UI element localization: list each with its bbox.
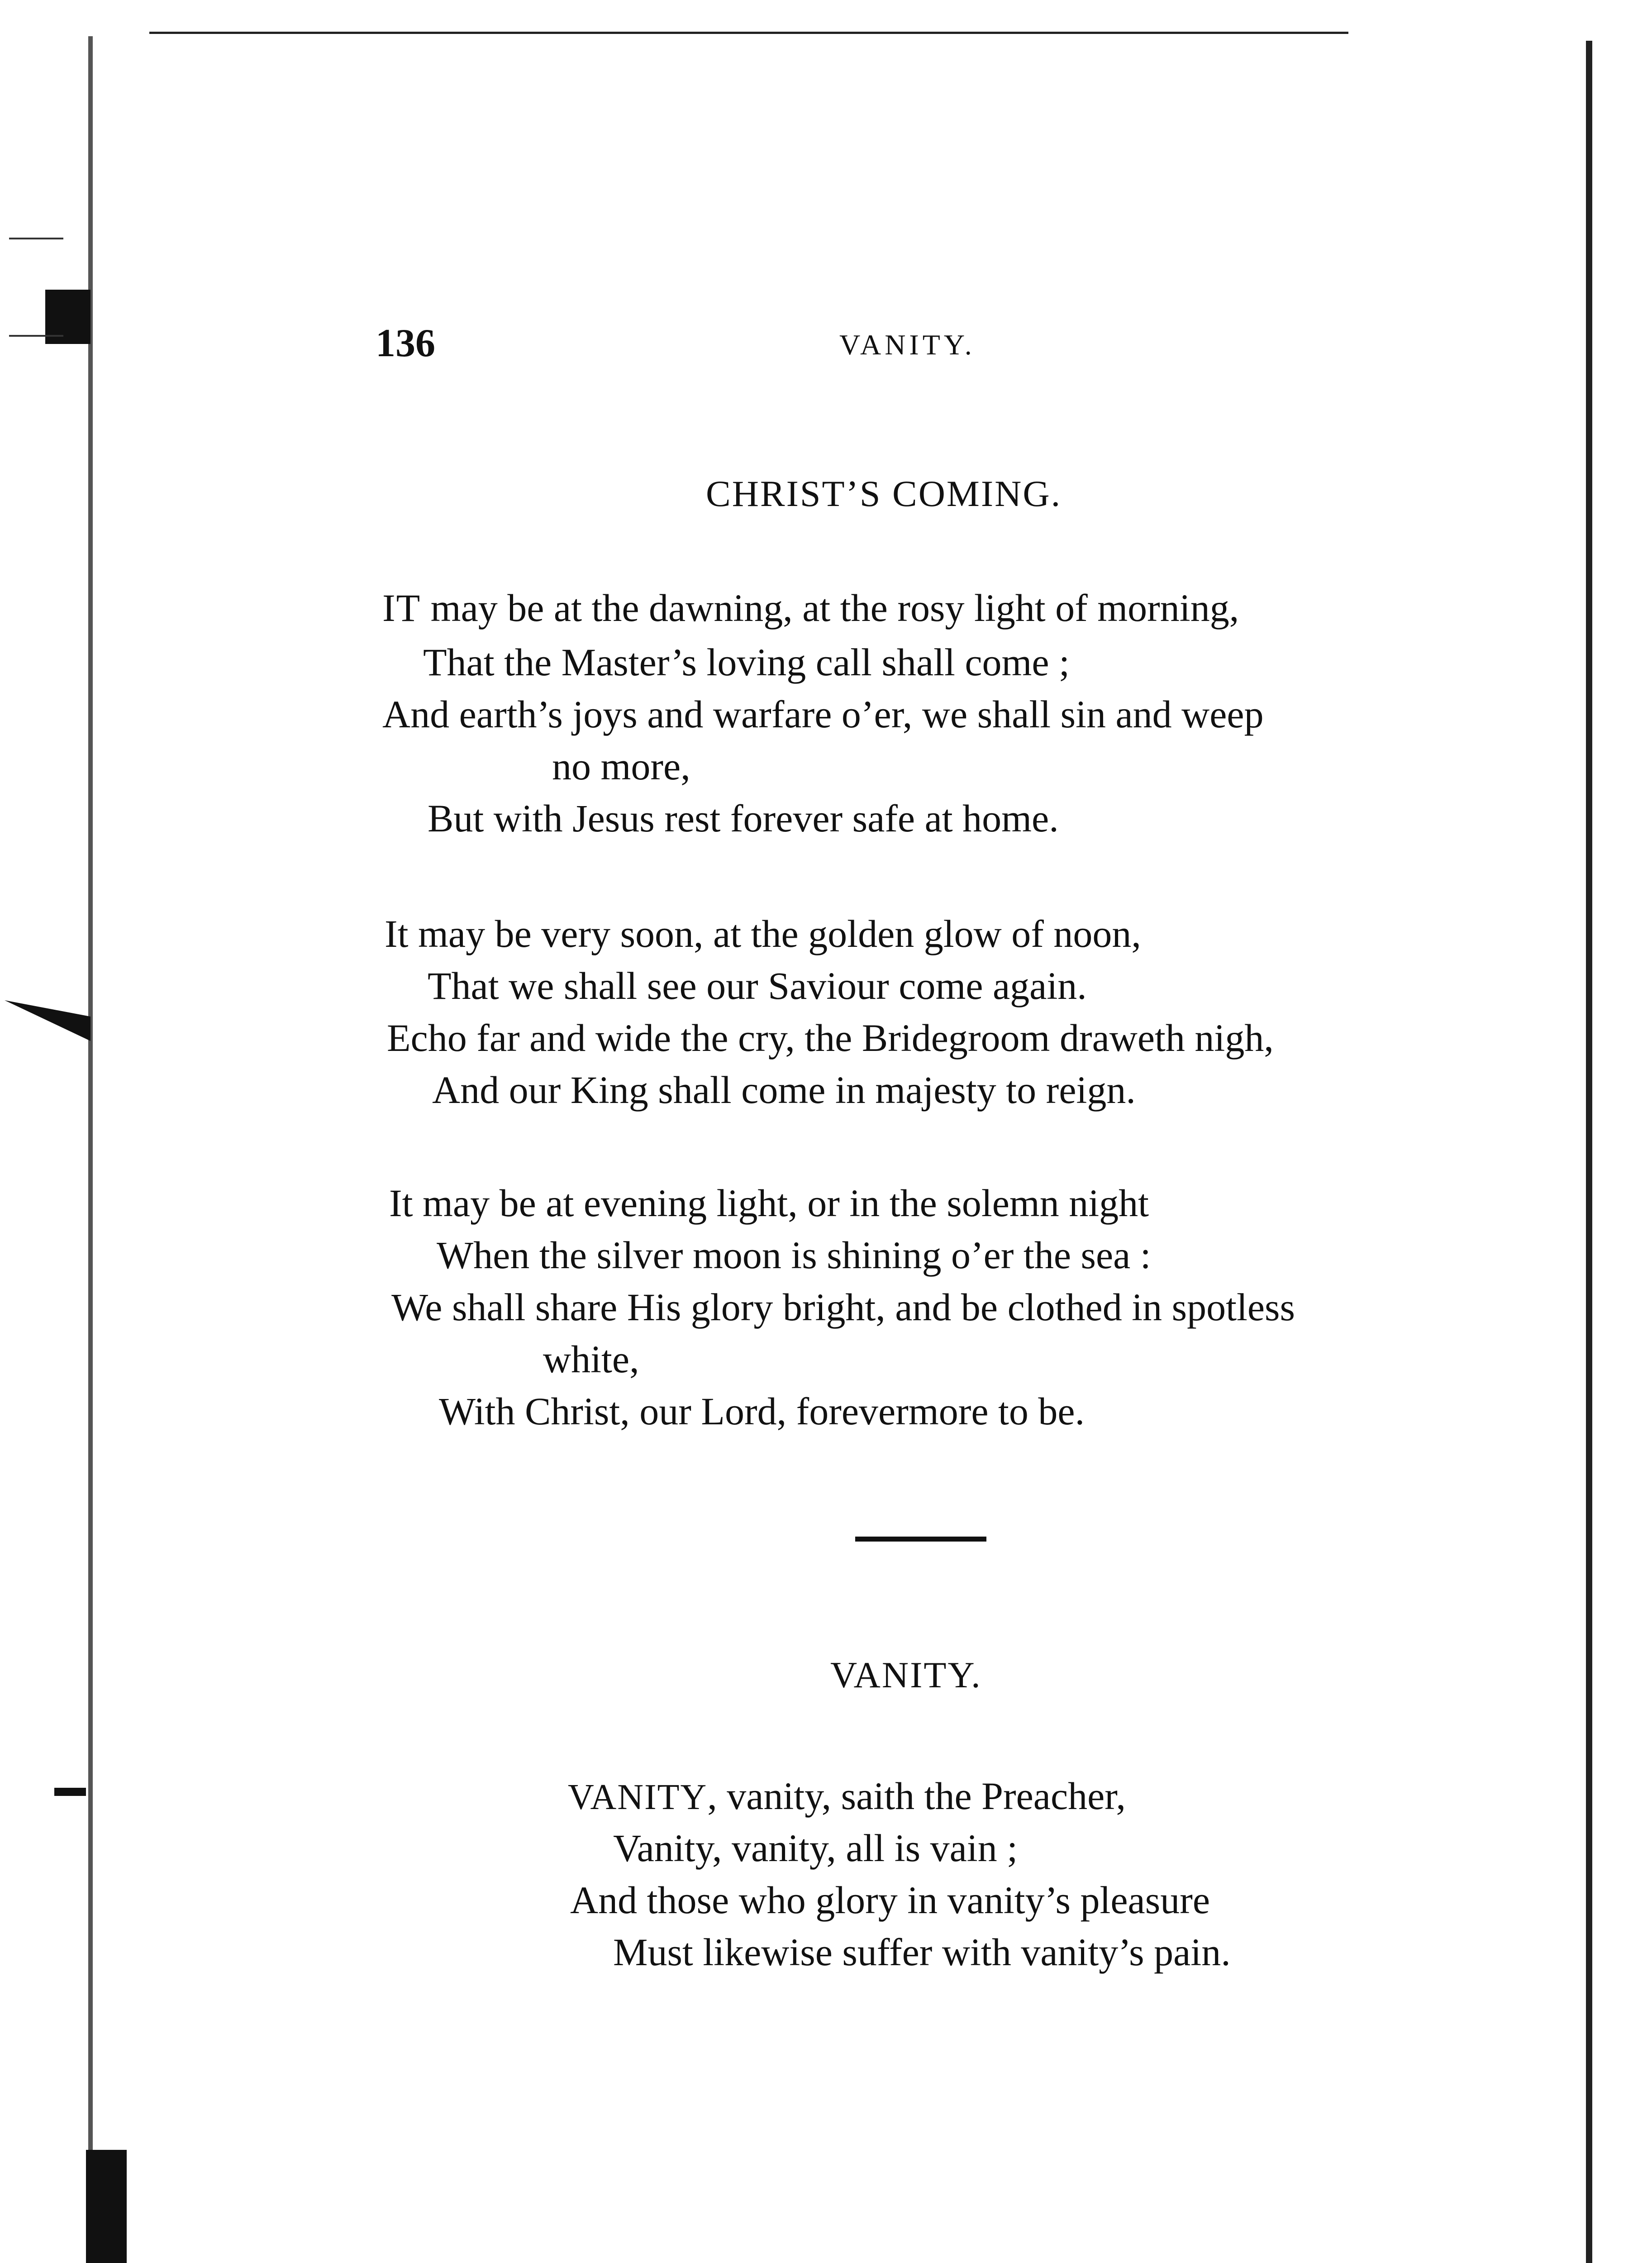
verse-line: And earth’s joys and warfare o’er, we shall sin and weep xyxy=(382,692,1264,736)
verse-line: Echo far and wide the cry, the Bridegroom draweth nigh, xyxy=(387,1016,1274,1060)
binding-mark xyxy=(5,1000,90,1041)
binding-mark xyxy=(9,238,63,239)
left-binding-edge xyxy=(88,36,93,2263)
verse-line: That the Master’s loving call shall come ; xyxy=(423,640,1070,684)
section-divider xyxy=(855,1537,986,1542)
binding-mark xyxy=(86,2150,127,2263)
verse-line-continuation: white, xyxy=(543,1337,639,1381)
verse-line: That we shall see our Saviour come again. xyxy=(428,964,1087,1007)
verse-line: We shall share His glory bright, and be clothed in spotless xyxy=(391,1285,1295,1329)
verse-line: It may be at evening light, or in the solemn night xyxy=(389,1181,1149,1225)
verse-line: And those who glory in vanity’s pleasure xyxy=(570,1878,1210,1922)
drop-initial: IT xyxy=(382,586,421,630)
verse-line: It may be very soon, at the golden glow of noon, xyxy=(385,912,1141,955)
drop-initial: VANITY xyxy=(568,1777,708,1817)
verse-text: may be at the dawning, at the rosy light of morning, xyxy=(421,586,1239,630)
verse-line: But with Jesus rest forever safe at home. xyxy=(428,797,1059,840)
verse-line: With Christ, our Lord, forevermore to be. xyxy=(439,1389,1085,1433)
verse-line-continuation: no more, xyxy=(552,745,690,788)
poem-title: VANITY. xyxy=(830,1654,982,1695)
verse-text: , vanity, saith the Preacher, xyxy=(707,1774,1126,1818)
page-number: 136 xyxy=(376,321,435,365)
right-page-edge xyxy=(1586,41,1592,2263)
verse-line xyxy=(382,586,1239,630)
verse-line: Vanity, vanity, all is vain ; xyxy=(613,1826,1018,1870)
verse-line: Must likewise suffer with vanity’s pain. xyxy=(613,1930,1231,1974)
verse-line: And our King shall come in majesty to reign. xyxy=(432,1068,1136,1112)
running-head: VANITY. xyxy=(839,329,976,361)
binding-mark xyxy=(9,335,63,337)
binding-mark xyxy=(54,1788,86,1796)
verse-line: When the silver moon is shining o’er the sea : xyxy=(437,1233,1151,1277)
verse-line xyxy=(568,1774,1126,1818)
top-border-line xyxy=(149,32,1348,34)
poem-title: CHRIST’S COMING. xyxy=(706,473,1062,514)
